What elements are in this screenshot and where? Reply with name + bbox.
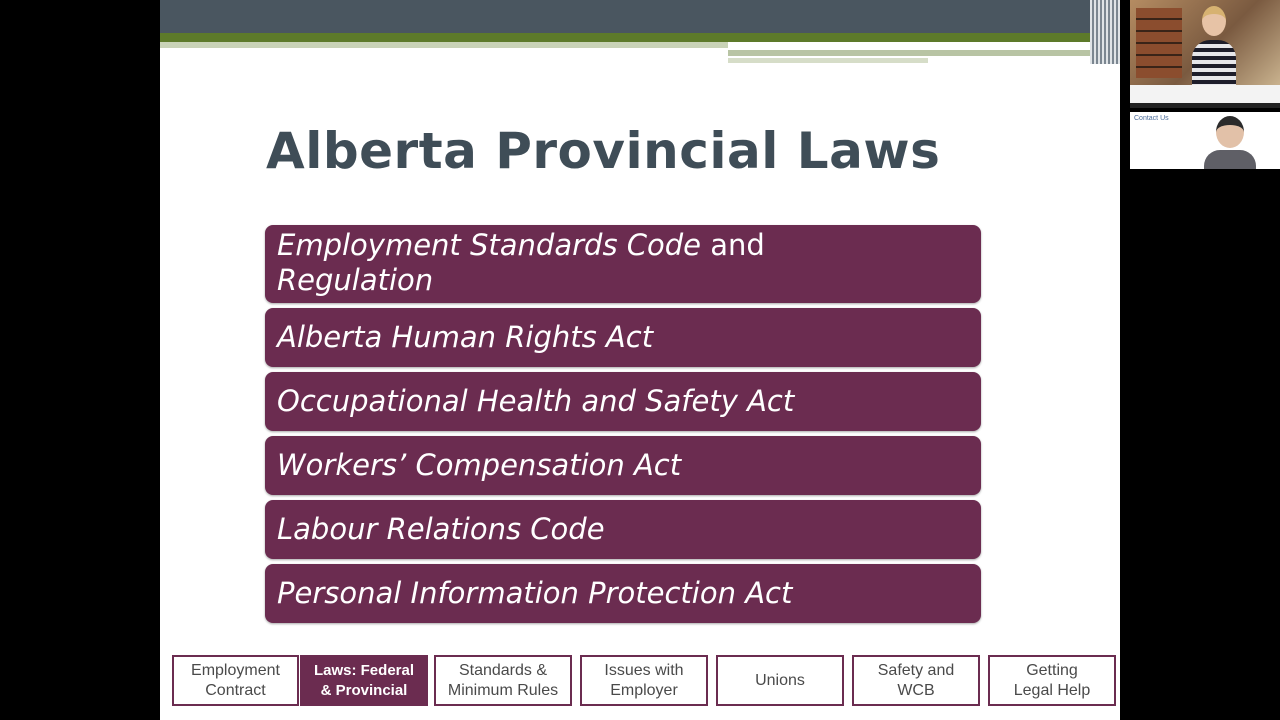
thumbnail-text: Contact Us (1134, 115, 1169, 122)
header-light-band-short (728, 58, 928, 63)
law-item-label: Workers’ Compensation Act (277, 448, 682, 482)
section-nav (172, 655, 1116, 706)
law-item-employment-standards (265, 225, 981, 303)
bookshelf-background (1136, 8, 1182, 78)
law-item-workers-compensation (265, 436, 981, 495)
header-light-band-right (728, 50, 1120, 56)
header-stripes (1090, 0, 1120, 64)
slide-title: Alberta Provincial Laws (266, 122, 941, 180)
nav-tab-unions[interactable]: Unions (716, 655, 844, 706)
nav-tab-safety[interactable]: Safety and WCB (852, 655, 980, 706)
presentation-slide (160, 0, 1120, 720)
nav-tab-legal-help[interactable]: Getting Legal Help (988, 655, 1116, 706)
law-item-human-rights (265, 308, 981, 367)
law-item-pipa (265, 564, 981, 623)
header-accent-band (160, 33, 1120, 42)
nav-tab-laws[interactable]: Laws: Federal & Provincial (300, 655, 428, 706)
nav-tab-issues[interactable]: Issues with Employer (580, 655, 708, 706)
law-item-label-line2: Regulation (277, 263, 434, 297)
law-item-label: Alberta Human Rights Act (277, 320, 654, 354)
participant-avatar (1192, 6, 1236, 85)
law-item-label: Personal Information Protection Act (277, 576, 793, 610)
header-band (160, 0, 1120, 33)
participant-panel (1130, 0, 1280, 720)
participant-video-2[interactable] (1130, 112, 1280, 169)
nav-tab-employment-contract[interactable]: Employment Contract (172, 655, 299, 706)
law-item-label: Employment Standards Code (277, 228, 702, 262)
nav-tab-standards[interactable]: Standards & Minimum Rules (434, 655, 572, 706)
law-item-connector: and (701, 228, 765, 262)
participant-avatar (1200, 116, 1260, 169)
law-item-label: Occupational Health and Safety Act (277, 384, 795, 418)
law-list (265, 225, 981, 628)
law-item-ohs (265, 372, 981, 431)
law-item-label: Labour Relations Code (277, 512, 605, 546)
participant-video-1[interactable] (1130, 0, 1280, 85)
law-item-labour-relations (265, 500, 981, 559)
shared-screen-thumbnail (1130, 85, 1280, 108)
header-light-band (160, 42, 728, 48)
